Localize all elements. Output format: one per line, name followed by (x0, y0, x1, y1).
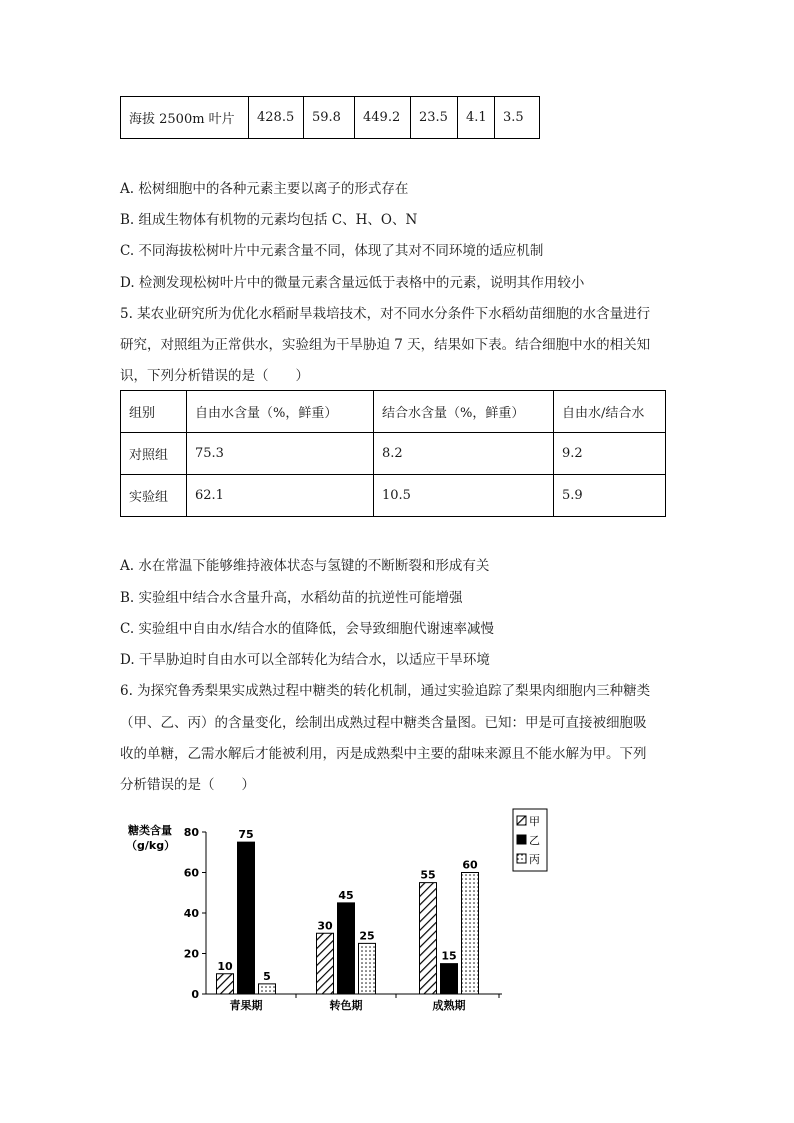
table-header-cell: 结合水含量（%，鲜重） (374, 391, 554, 433)
legend-label: 甲 (529, 815, 540, 828)
table-cell: 3.5 (495, 97, 540, 139)
q6-stem-line: （甲、乙、丙）的含量变化，绘制出成熟过程中糖类含量图。已知：甲是可直接被细胞吸 (120, 715, 647, 731)
table-cell: 59.8 (304, 97, 355, 139)
q5-option-a: A. 水在常温下能够维持液体状态与氢键的不断断裂和形成有关 (120, 558, 490, 574)
q4-option-d: D. 检测发现松树叶片中的微量元素含量远低于表格中的元素，说明其作用较小 (120, 275, 585, 291)
q5-option-d: D. 干旱胁迫时自由水可以全部转化为结合水，以适应干旱环境 (120, 652, 490, 668)
table-cell: 海拔 2500m 叶片 (121, 97, 249, 139)
q4-option-c: C. 不同海拔松树叶片中元素含量不同，体现了其对不同环境的适应机制 (120, 243, 544, 259)
data-label: 15 (441, 949, 457, 963)
table-header-cell: 自由水含量（%，鲜重） (187, 391, 374, 433)
data-label: 45 (338, 888, 354, 902)
table-cell: 8.2 (374, 433, 554, 475)
chart-legend (513, 809, 547, 871)
q6-stem-line: 收的单糖，乙需水解后才能被利用，丙是成熟梨中主要的甜味来源且不能水解为甲。下列 (120, 746, 647, 762)
table-cell: 75.3 (187, 433, 374, 475)
bar-甲 (217, 974, 234, 994)
q5-option-c: C. 实验组中自由水/结合水的值降低，会导致细胞代谢速率减慢 (120, 621, 494, 637)
table-cell: 62.1 (187, 475, 374, 517)
water-content-table (120, 390, 666, 517)
table-cell: 428.5 (249, 97, 304, 139)
legend-swatch (517, 816, 526, 825)
table-row (121, 475, 666, 517)
element-content-table-tail (120, 96, 540, 139)
data-label: 10 (217, 959, 233, 973)
legend-label: 丙 (529, 853, 540, 866)
bar-乙 (338, 903, 355, 994)
q5-stem-line: 5. 某农业研究所为优化水稻耐旱栽培技术，对不同水分条件下水稻幼苗细胞的水含量进行 (120, 306, 651, 322)
y-tick-label: 80 (183, 826, 199, 839)
bar-乙 (441, 964, 458, 994)
q5-option-b: B. 实验组中结合水含量升高，水稻幼苗的抗逆性可能增强 (120, 590, 463, 606)
legend-swatch (517, 854, 526, 863)
y-tick-label: 20 (183, 947, 199, 961)
table-header-row (121, 391, 666, 433)
bar-丙 (462, 873, 479, 995)
bar-丙 (359, 943, 376, 994)
data-label: 30 (317, 919, 333, 933)
q4-option-b: B. 组成生物体有机物的元素均包括 C、H、O、N (120, 212, 418, 228)
legend-label: 乙 (529, 834, 540, 847)
table-header-cell: 自由水/结合水 (554, 391, 666, 433)
bar-甲 (420, 883, 437, 994)
bar-丙 (259, 984, 276, 994)
data-label: 60 (462, 858, 478, 872)
table-row (121, 433, 666, 475)
x-tick-label: 成熟期 (432, 999, 466, 1012)
sugar-content-chart (120, 805, 560, 1017)
table-cell: 4.1 (458, 97, 495, 139)
q5-stem-line: 识，下列分析错误的是（ ） (120, 368, 309, 384)
x-tick-label: 青果期 (229, 999, 263, 1012)
y-tick-label: 60 (183, 866, 199, 880)
table-cell: 对照组 (121, 433, 187, 475)
q6-stem-line: 6. 为探究鲁秀梨果实成熟过程中糖类的转化机制，通过实验追踪了梨果肉细胞内三种糖类 (120, 683, 651, 699)
y-tick-label: 40 (183, 907, 199, 920)
data-label: 75 (238, 828, 254, 842)
table-header-cell: 组别 (121, 391, 187, 433)
y-axis-unit: （g/kg） (126, 839, 176, 852)
table-row (121, 97, 540, 139)
q6-stem-line: 分析错误的是（ ） (120, 777, 255, 793)
table-cell: 449.2 (355, 97, 411, 139)
table-cell: 5.9 (554, 475, 666, 517)
bar-乙 (238, 842, 255, 994)
data-label: 5 (263, 969, 271, 983)
bar-甲 (317, 933, 334, 994)
y-axis-label: 糖类含量 (128, 824, 172, 837)
data-label: 25 (359, 929, 375, 943)
table-cell: 实验组 (121, 475, 187, 517)
data-label: 55 (420, 868, 436, 882)
table-cell: 9.2 (554, 433, 666, 475)
chart-bars (217, 828, 479, 994)
y-tick-label: 0 (191, 988, 199, 1001)
table-cell: 23.5 (411, 97, 458, 139)
legend-swatch (517, 835, 526, 844)
q4-option-a: A. 松树细胞中的各种元素主要以离子的形式存在 (120, 181, 409, 197)
table-cell: 10.5 (374, 475, 554, 517)
x-tick-label: 转色期 (329, 999, 363, 1012)
q5-stem-line: 研究，对照组为正常供水，实验组为干旱胁迫 7 天，结果如下表。结合细胞中水的相关知 (120, 337, 651, 353)
